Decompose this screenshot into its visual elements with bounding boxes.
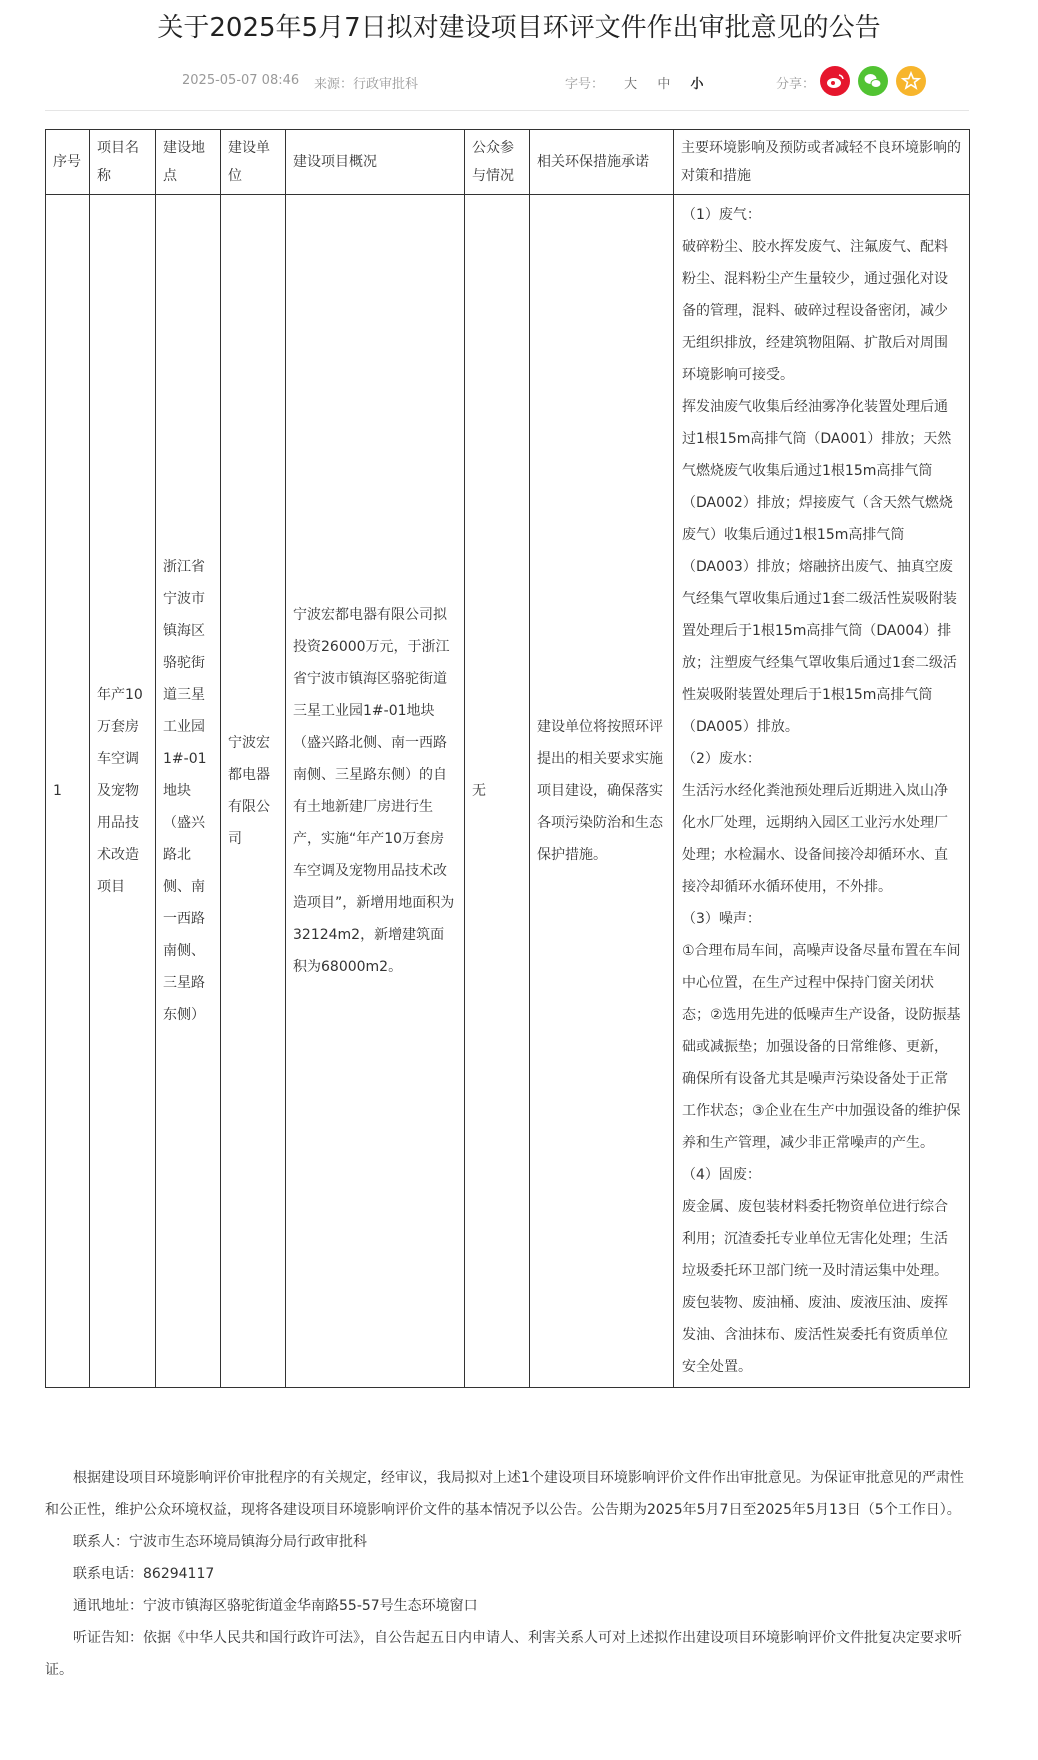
table-header-row — [46, 130, 970, 195]
article-meta — [0, 66, 1038, 96]
star-icon[interactable] — [896, 66, 926, 96]
font-size-switcher — [565, 73, 703, 92]
publish-date: 2025-05-07 08:46 — [182, 73, 300, 88]
measures-gas-text-1: 破碎粉尘、胶水挥发废气、注氟废气、配料粉尘、混料粉尘产生量较少，通过强化对设备的管理，混料、破碎过程设备密闭，减少无组织排放，经建筑物阻隔、扩散后对周围环境影响可接受。 — [682, 239, 948, 383]
measures-noise-text: ①合理布局车间，高噪声设备尽量布置在车间中心位置，在生产过程中保持门窗关闭状态；②选用先进的低噪声生产设备，设防振基础或减振垫；加强设备的日常维修、更新，确保所有设备尤其是噪声污染设备处于正常工作状态；③企业在生产中加强设备的维护保养和生产管理，减少非正常噪声的产生。 — [682, 943, 961, 1151]
cell-seq: 1 — [46, 195, 90, 1388]
header-measures: 主要环境影响及预防或者减轻不良环境影响的对策和措施 — [674, 130, 970, 195]
wechat-icon[interactable] — [858, 66, 888, 96]
cell-measures — [674, 195, 970, 1388]
weibo-icon[interactable] — [820, 66, 850, 96]
cell-commitment: 建设单位将按照环评提出的相关要求实施项目建设，确保落实各项污染防治和生态保护措施。 — [530, 195, 674, 1388]
font-size-large[interactable]: 大 — [624, 77, 638, 92]
page-title: 关于2025年5月7日拟对建设项目环评文件作出审批意见的公告 — [157, 13, 881, 43]
header-public: 公众参与情况 — [465, 130, 530, 195]
cell-public: 无 — [465, 195, 530, 1388]
measures-solid-title: （4）固废： — [682, 1167, 761, 1183]
article-source: 来源：行政审批科 — [314, 77, 419, 92]
header-location: 建设地点 — [156, 130, 221, 195]
measures-noise-title: （3）噪声： — [682, 911, 761, 927]
share-label: 分享： — [776, 77, 816, 92]
cell-location: 浙江省宁波市镇海区骆驼街道三星工业园1#-01地块（盛兴路北侧、南一西路南侧、三星路东侧） — [156, 195, 221, 1388]
measures-water-text: 生活污水经化粪池预处理后近期进入岚山净化水厂处理，远期纳入园区工业污水处理厂处理；水检漏水、设备间接冷却循环水、直接冷却循环水循环使用，不外排。 — [682, 783, 948, 895]
project-table — [45, 129, 970, 1388]
hearing-notice: 听证告知：依据《中华人民共和国行政许可法》，自公告起五日内申请人、利害关系人可对上述拟作出建设项目环境影响评价文件批复决定要求听证。 — [45, 1630, 962, 1678]
font-size-small[interactable]: 小 — [690, 77, 704, 92]
font-size-medium[interactable]: 中 — [657, 77, 671, 92]
measures-solid-text: 废金属、废包装材料委托物资单位进行综合利用；沉渣委托专业单位无害化处理；生活垃圾委托环卫部门统一及时清运集中处理。废包装物、废油桶、废油、废液压油、废挥发油、含油抹布、废活性炭委托有资质单位安全处置。 — [682, 1199, 948, 1375]
measures-gas-title: （1）废气： — [682, 207, 761, 223]
announcement-statement: 根据建设项目环境影响评价审批程序的有关规定，经审议，我局拟对上述1个建设项目环境影响评价文件作出审批意见。为保证审批意见的严肃性和公正性，维护公众环境权益，现将各建设项目环境影响评价文件的基本情况予以公告。公告期为2025年5月7日至2025年5月13日（5个工作日）。 — [45, 1470, 964, 1518]
contact-phone: 联系电话：86294117 — [73, 1566, 215, 1582]
header-unit: 建设单位 — [221, 130, 286, 195]
contact-person: 联系人：宁波市生态环境局镇海分局行政审批科 — [73, 1534, 367, 1550]
measures-water-title: （2）废水： — [682, 751, 761, 767]
measures-gas-text-2: 挥发油废气收集后经油雾净化装置处理后通过1根15m高排气筒（DA001）排放；天然气燃烧废气收集后通过1根15m高排气筒（DA002）排放；焊接废气（含天然气燃烧废气）收集后通过1根15m高排气筒（DA003）排放；熔融挤出废气、抽真空废气经集气罩收集后通过1套二级活性炭吸附装置处理后于1根15m高排气筒（DA004）排放；注塑废气经集气罩收集后通过1套二级活性炭吸附装置处理后于1根15m高排气筒（DA005）排放。 — [682, 399, 957, 735]
title-divider — [45, 110, 969, 111]
header-seq: 序号 — [46, 130, 90, 195]
contact-address: 通讯地址：宁波市镇海区骆驼街道金华南路55-57号生态环境窗口 — [73, 1598, 478, 1614]
announcement-footer — [45, 1462, 969, 1686]
header-overview: 建设项目概况 — [286, 130, 465, 195]
header-commitment: 相关环保措施承诺 — [530, 130, 674, 195]
table-row — [46, 195, 970, 1388]
header-name: 项目名称 — [90, 130, 156, 195]
cell-overview: 宁波宏都电器有限公司拟投资26000万元，于浙江省宁波市镇海区骆驼街道三星工业园1#-01地块（盛兴路北侧、南一西路南侧、三星路东侧）的自有土地新建厂房进行生产，实施“年产10万套房车空调及宠物用品技术改造项目”，新增用地面积为32124m2，新增建筑面积为68000m2。 — [286, 195, 465, 1388]
font-size-label: 字号： — [565, 77, 605, 92]
cell-unit: 宁波宏都电器有限公司 — [221, 195, 286, 1388]
cell-name: 年产10万套房车空调及宠物用品技术改造项目 — [90, 195, 156, 1388]
